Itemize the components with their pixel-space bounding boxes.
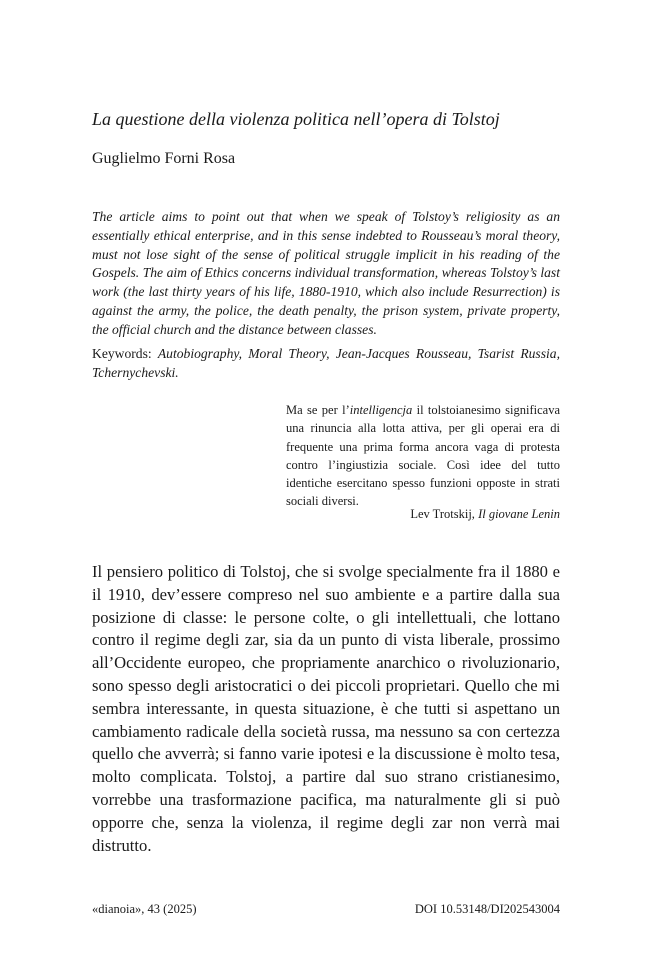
epigraph-text-before: Ma se per l’: [286, 403, 350, 417]
keywords-list: Autobiography, Moral Theory, Jean-Jacques Rousseau, Tsarist Russia, Tchernychevski.: [92, 346, 560, 380]
keywords: [92, 344, 560, 382]
epigraph-source-author: Lev Trotskij,: [410, 507, 479, 521]
epigraph-quote: [286, 401, 560, 511]
article-author: Guglielmo Forni Rosa: [92, 150, 236, 167]
article-title: La questione della violenza politica nell’opera di Tolstoj: [92, 109, 500, 129]
abstract: The article aims to point out that when we speak of Tolstoy’s religiosity as an essentially ethical enterprise, and in this sense indebted to Rousseau’s moral theory, must not lose sight of the sense of political struggle implicit in his reading of the Gospels. The aim of Ethics concerns individual transformation, whereas Tolstoy’s last work (the last thirty years of his life, 1880-1910, which also include Resurrection) is against the army, the police, the death penalty, the prison system, private property, the official church and the distance between classes.: [92, 209, 560, 337]
footer-journal: «dianoia», 43 (2025): [92, 902, 197, 916]
epigraph-source: [410, 505, 560, 523]
paper-page: [92, 0, 560, 975]
epigraph-source-work: Il giovane Lenin: [478, 507, 560, 521]
epigraph-emphasis: intelligencja: [349, 403, 413, 417]
keywords-label: Keywords:: [92, 346, 158, 361]
body-paragraph: Il pensiero politico di Tolstoj, che si svolge specialmente fra il 1880 e il 1910, dev’essere compreso nel suo ambiente e a partire dalla sua posizione di classe: le persone colte, o gli intellettuali, che lottano contro il regime degli zar, sia da un punto di vista liberale, prossimo all’Occidente europeo, che propriamente anarchico o rivoluzionario, sono spesso degli aristocratici o dei piccoli proprietari. Quello che mi sembra interessante, in questa situazione, è che tutti si aspettano un cambiamento radicale della società russa, ma nessuno sa con certezza quello che avverrà; si fanno varie ipotesi e la discussione è molto tesa, molto complicata. Tolstoj, a partire dal suo strano cristianesimo, vorrebbe una trasformazione pacifica, ma naturalmente gli si può opporre che, senza la violenza, il regime degli zar non verrà mai distrutto.: [92, 562, 560, 855]
footer-doi: DOI 10.53148/DI202543004: [414, 902, 560, 916]
epigraph-text-after: il tolstoianesimo significava una rinuncia alla lotta attiva, per gli operai era di frequente una prima forma ancora vaga di protesta contro l’ingiustizia sociale. Così idee del tutto identiche esercitano spesso funzioni opposte in strati sociali diversi.: [286, 403, 561, 509]
